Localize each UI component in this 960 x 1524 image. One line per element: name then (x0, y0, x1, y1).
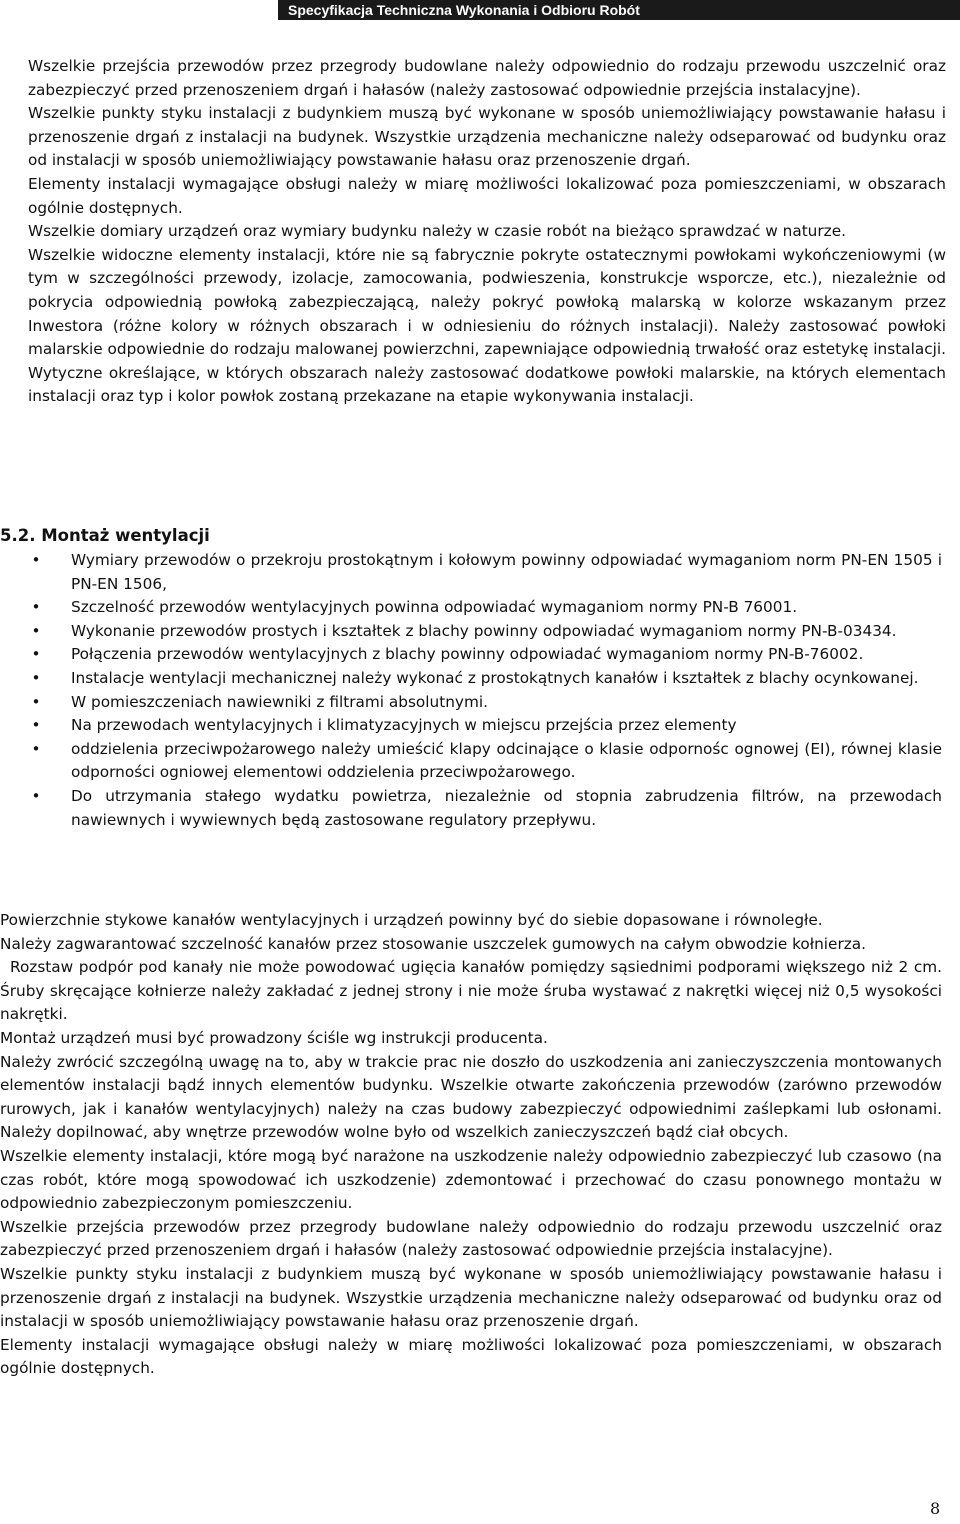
bottom-text-block (0, 909, 942, 1381)
paragraph: Wszelkie punkty styku instalacji z budynkiem muszą być wykonane w sposób uniemożliwiający powstawanie hałasu i przenoszenie drgań z instalacji na budynek. Wszystkie urządzenia mechaniczne należy odseparować od budynku oraz od instalacji w sposób uniemożliwiający powstawanie hałasu oraz przenoszenie drgań. (0, 1264, 942, 1331)
list-item (30, 549, 942, 596)
list-item-text: oddzielenia przeciwpożarowego należy umieścić klapy odcinające o klasie odpornośc ognowej (EI), równej klasie odporności ogniowej elementowi oddzielenia przeciwpożarowego. (71, 739, 942, 782)
bullet-icon: • (31, 739, 41, 758)
list-item-text: Wykonanie przewodów prostych i kształtek z blachy powinny odpowiadać wymaganiom normy PN-B-03434. (71, 621, 897, 640)
list-item-text: Instalacje wentylacji mechanicznej należy wykonać z prostokątnych kanałów i kształtek z blachy ocynkowanej. (71, 668, 919, 687)
list-item (30, 620, 942, 644)
paragraph: Elementy instalacji wymagające obsługi należy w miarę możliwości lokalizować poza pomieszczeniami, w obszarach ogólnie dostępnych. (0, 1335, 942, 1378)
paragraph: Rozstaw podpór pod kanały nie może powodować ugięcia kanałów pomiędzy sąsiednimi podporami większego niż 2 cm. Śruby skręcające kołnierze należy zakładać z jednej strony i nie może śruba wystawać z nakrętki więcej niż 0,5 wysokości nakrętki. (0, 958, 942, 1024)
list-item (30, 667, 942, 691)
paragraph: Wszelkie domiary urządzeń oraz wymiary budynku należy w czasie robót na bieżąco sprawdzać w naturze. (28, 222, 846, 241)
bullet-icon: • (31, 645, 41, 664)
paragraph: Wszelkie przejścia przewodów przez przegrody budowlane należy odpowiednio do rodzaju przewodu uszczelnić oraz zabezpieczyć przed przenoszeniem drgań i hałasów (należy zastosować odpowiednie przejścia instalacyjne). (28, 57, 946, 99)
bullet-icon: • (31, 621, 41, 640)
top-text-block (28, 55, 946, 409)
paragraph: Wszelkie widoczne elementy instalacji, które nie są fabrycznie pokryte ostatecznymi powłokami wykończeniowymi (w tym w szczególności przewody, izolacje, zamocowania, podwieszenia, konstrukcje wsporcze, etc.), niezależnie od pokrycia odpowiednią powłoką zabezpieczającą, należy pokryć powłoką malarską w kolorze wskazanym przez Inwestora (różne kolory w różnych obszarach i w odniesieniu do różnych instalacji). Należy zastosować powłoki malarskie odpowiednie do rodzaju malowanej powierzchni, zapewniające odpowiednią trwałość oraz estetykę instalacji. Wytyczne określające, w których obszarach należy zastosować dodatkowe powłoki malarskie, na których elementach instalacji oraz typ i kolor powłok zostaną przekazane na etapie wykonywania instalacji. (28, 245, 946, 406)
list-item-text: Wymiary przewodów o przekroju prostokątnym i kołowym powinny odpowiadać wymaganiom norm PN-EN 1505 i PN-EN 1506, (71, 551, 942, 593)
list-item (30, 738, 942, 785)
bullet-icon: • (31, 716, 41, 735)
list-item (30, 643, 942, 667)
list-item-text: W pomieszczeniach nawiewniki z filtrami absolutnymi. (71, 692, 488, 711)
list-item-text: Na przewodach wentylacyjnych i klimatyzacyjnych w miejscu przejścia przez elementy (71, 716, 737, 735)
list-item (30, 691, 942, 715)
bullet-icon: • (31, 668, 41, 687)
list-item (30, 596, 942, 620)
paragraph: Montaż urządzeń musi być prowadzony ściśle wg instrukcji producenta. (0, 1028, 548, 1047)
list-item-text: Szczelność przewodów wentylacyjnych powinna odpowiadać wymaganiom normy PN-B 76001. (71, 598, 798, 617)
bullet-icon: • (31, 598, 41, 617)
paragraph: Elementy instalacji wymagające obsługi należy w miarę możliwości lokalizować poza pomieszczeniami, w obszarach ogólnie dostępnych. (28, 174, 946, 217)
bullet-icon: • (31, 786, 41, 805)
section-heading: 5.2. Montaż wentylacji (0, 526, 210, 545)
bullet-list (30, 549, 942, 832)
header-title: Specyfikacja Techniczna Wykonania i Odbioru Robót (288, 2, 640, 18)
paragraph: Wszelkie punkty styku instalacji z budynkiem muszą być wykonane w sposób uniemożliwiający powstawanie hałasu i przenoszenie drgań z instalacji na budynek. Wszystkie urządzenia mechaniczne należy odseparować od budynku oraz od instalacji w sposób uniemożliwiający powstawanie hałasu oraz przenoszenie drgań. (28, 104, 946, 170)
bullet-icon: • (31, 551, 41, 569)
list-item (30, 714, 942, 738)
paragraph: Należy zagwarantować szczelność kanałów przez stosowanie uszczelek gumowych na całym obwodzie kołnierza. (0, 934, 867, 953)
bullet-icon: • (31, 692, 41, 711)
list-item (30, 785, 942, 832)
paragraph: Wszelkie przejścia przewodów przez przegrody budowlane należy odpowiednio do rodzaju przewodu uszczelnić oraz zabezpieczyć przed przenoszeniem drgań i hałasów (należy zastosować odpowiednie przejścia instalacyjne). (0, 1217, 942, 1260)
paragraph: Należy zwrócić szczególną uwagę na to, aby w trakcie prac nie doszło do uszkodzenia ani zanieczyszczenia montowanych elementów instalacji bądź innych elementów budynku. Wszelkie otwarte zakończenia przewodów (zarówno przewodów rurowych, jak i kanałów wentylacyjnych) należy na czas budowy zabezpieczyć odpowiednimi zaślepkami lub osłonami. Należy dopilnować, aby wnętrze przewodów wolne było od wszelkich zanieczyszczeń bądź ciał obcych. (0, 1052, 942, 1142)
list-item-text: Połączenia przewodów wentylacyjnych z blachy powinny odpowiadać wymaganiom normy PN-B-76002. (71, 645, 864, 664)
page-number: 8 (930, 1499, 941, 1518)
paragraph: Wszelkie elementy instalacji, które mogą być narażone na uszkodzenie należy odpowiednio zabezpieczyć lub czasowo (na czas robót, które mogą spowodować ich uszkodzenie) zdemontować i przechować do czasu ponownego montażu w odpowiednio zabezpieczonym pomieszczeniu. (0, 1146, 942, 1213)
list-item-text: Do utrzymania stałego wydatku powietrza, niezależnie od stopnia zabrudzenia filtrów, na przewodach nawiewnych i wywiewnych będą zastosowane regulatory przepływu. (71, 786, 942, 829)
paragraph: Powierzchnie stykowe kanałów wentylacyjnych i urządzeń powinny być do siebie dopasowane i równoległe. (0, 911, 823, 929)
page-header (278, 0, 960, 20)
